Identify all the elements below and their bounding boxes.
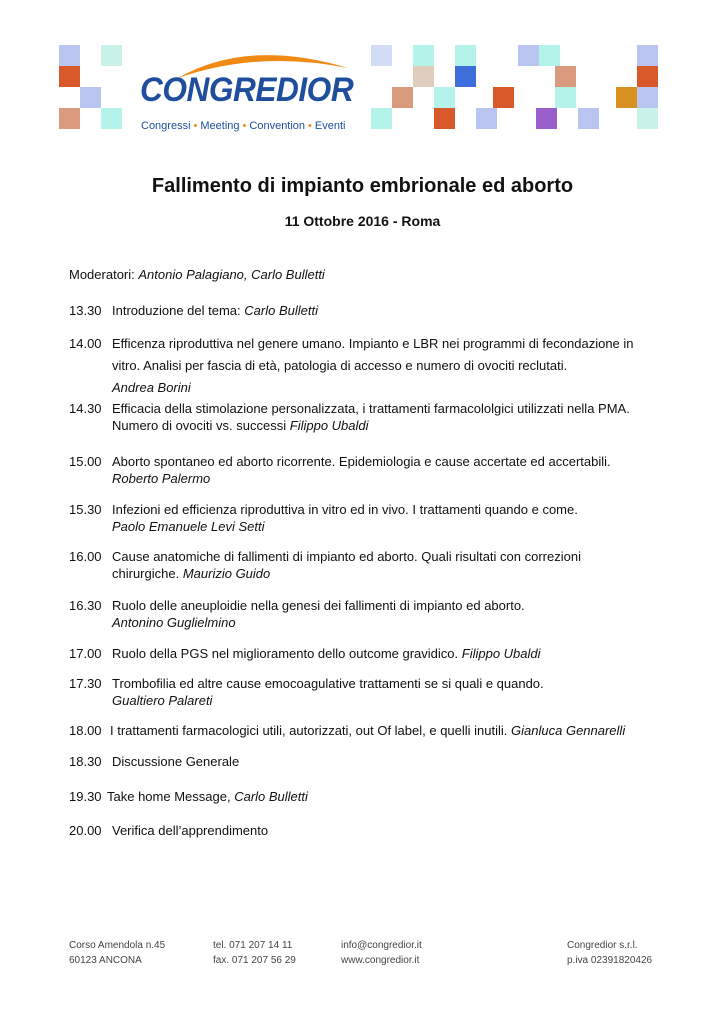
logo-tagline: Congressi • Meeting • Convention • Eventi: [141, 120, 346, 132]
moderators: Moderatori: Antonio Palagiano, Carlo Bulletti: [69, 267, 325, 282]
footer-address: Corso Amendola n.45 60123 ANCONA: [69, 940, 166, 966]
event-date-place: 11 Ottobre 2016 - Roma: [284, 213, 441, 229]
footer-company: Congredior s.r.l. p.iva 02391820426: [567, 940, 653, 966]
decorative-squares: [0, 0, 725, 140]
page-title: Fallimento di impianto embrionale ed aborto: [151, 175, 574, 197]
letterhead: [0, 0, 725, 140]
logo-wordmark: CONGREDIOR: [140, 71, 354, 109]
footer-contact[interactable]: info@congredior.it www.congredior.it: [341, 940, 422, 966]
congredior-logo: [138, 44, 358, 134]
footer-phone: tel. 071 207 14 11 fax. 071 207 56 29: [213, 940, 296, 966]
